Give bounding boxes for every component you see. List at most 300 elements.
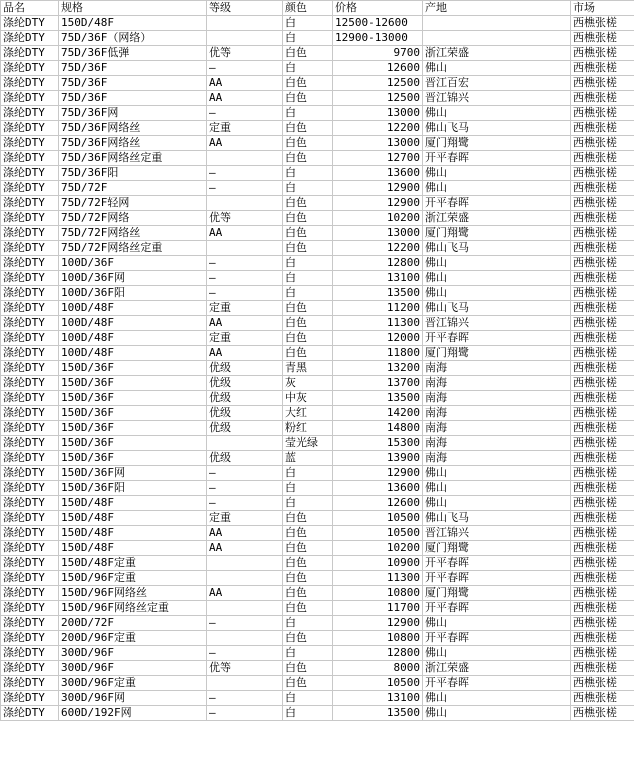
cell-grade[interactable]: — xyxy=(207,106,283,121)
cell-spec[interactable]: 75D/72F网络丝 xyxy=(59,226,207,241)
cell-origin[interactable] xyxy=(423,16,571,31)
cell-origin[interactable]: 南海 xyxy=(423,436,571,451)
cell-product[interactable]: 涤纶DTY xyxy=(1,286,59,301)
cell-color[interactable]: 白色 xyxy=(283,511,333,526)
cell-market[interactable]: 西樵张槎 xyxy=(571,331,634,346)
column-header-origin[interactable]: 产地 xyxy=(423,1,571,16)
cell-market[interactable]: 西樵张槎 xyxy=(571,166,634,181)
cell-color[interactable]: 白色 xyxy=(283,226,333,241)
cell-origin[interactable]: 晋江锦兴 xyxy=(423,91,571,106)
column-header-color[interactable]: 颜色 xyxy=(283,1,333,16)
cell-origin[interactable]: 佛山 xyxy=(423,166,571,181)
cell-color[interactable]: 白 xyxy=(283,61,333,76)
cell-product[interactable]: 涤纶DTY xyxy=(1,121,59,136)
cell-price[interactable]: 13100 xyxy=(333,691,423,706)
cell-color[interactable]: 白 xyxy=(283,466,333,481)
cell-grade[interactable]: 优级 xyxy=(207,406,283,421)
cell-price[interactable]: 12000 xyxy=(333,331,423,346)
cell-market[interactable]: 西樵张槎 xyxy=(571,76,634,91)
cell-color[interactable]: 白色 xyxy=(283,76,333,91)
cell-price[interactable]: 13500 xyxy=(333,706,423,721)
cell-grade[interactable]: AA xyxy=(207,76,283,91)
cell-grade[interactable] xyxy=(207,31,283,46)
cell-color[interactable]: 白 xyxy=(283,691,333,706)
cell-color[interactable]: 白 xyxy=(283,166,333,181)
cell-price[interactable]: 10500 xyxy=(333,526,423,541)
cell-market[interactable]: 西樵张槎 xyxy=(571,421,634,436)
cell-origin[interactable]: 佛山 xyxy=(423,691,571,706)
cell-price[interactable]: 12200 xyxy=(333,241,423,256)
cell-price[interactable]: 13000 xyxy=(333,106,423,121)
cell-product[interactable]: 涤纶DTY xyxy=(1,211,59,226)
cell-color[interactable]: 白 xyxy=(283,256,333,271)
column-header-market[interactable]: 市场 xyxy=(571,1,634,16)
cell-price[interactable]: 13600 xyxy=(333,481,423,496)
cell-spec[interactable]: 75D/36F xyxy=(59,61,207,76)
cell-product[interactable]: 涤纶DTY xyxy=(1,331,59,346)
cell-market[interactable]: 西樵张槎 xyxy=(571,556,634,571)
cell-product[interactable]: 涤纶DTY xyxy=(1,166,59,181)
cell-price[interactable]: 11800 xyxy=(333,346,423,361)
cell-market[interactable]: 西樵张槎 xyxy=(571,16,634,31)
cell-market[interactable]: 西樵张槎 xyxy=(571,481,634,496)
cell-grade[interactable]: AA xyxy=(207,136,283,151)
cell-origin[interactable]: 佛山 xyxy=(423,61,571,76)
cell-spec[interactable]: 300D/96F定重 xyxy=(59,676,207,691)
cell-spec[interactable]: 75D/36F网络丝 xyxy=(59,136,207,151)
cell-spec[interactable]: 150D/36F xyxy=(59,406,207,421)
cell-origin[interactable]: 厦门翔鹭 xyxy=(423,136,571,151)
cell-product[interactable]: 涤纶DTY xyxy=(1,421,59,436)
cell-grade[interactable]: — xyxy=(207,181,283,196)
cell-color[interactable]: 白 xyxy=(283,106,333,121)
cell-origin[interactable]: 浙江荣盛 xyxy=(423,211,571,226)
cell-spec[interactable]: 150D/36F网 xyxy=(59,466,207,481)
cell-price[interactable]: 13600 xyxy=(333,166,423,181)
cell-product[interactable]: 涤纶DTY xyxy=(1,91,59,106)
cell-spec[interactable]: 200D/72F xyxy=(59,616,207,631)
cell-origin[interactable]: 开平春晖 xyxy=(423,196,571,211)
cell-price[interactable]: 14200 xyxy=(333,406,423,421)
cell-color[interactable]: 中灰 xyxy=(283,391,333,406)
cell-grade[interactable]: AA xyxy=(207,346,283,361)
cell-origin[interactable]: 开平春晖 xyxy=(423,676,571,691)
cell-product[interactable]: 涤纶DTY xyxy=(1,226,59,241)
cell-product[interactable]: 涤纶DTY xyxy=(1,661,59,676)
cell-market[interactable]: 西樵张槎 xyxy=(571,661,634,676)
cell-market[interactable]: 西樵张槎 xyxy=(571,181,634,196)
cell-price[interactable]: 9700 xyxy=(333,46,423,61)
cell-price[interactable]: 12500 xyxy=(333,91,423,106)
cell-product[interactable]: 涤纶DTY xyxy=(1,271,59,286)
cell-grade[interactable] xyxy=(207,241,283,256)
cell-color[interactable]: 白色 xyxy=(283,121,333,136)
cell-grade[interactable] xyxy=(207,16,283,31)
cell-origin[interactable]: 厦门翔鹭 xyxy=(423,226,571,241)
cell-grade[interactable]: 定重 xyxy=(207,331,283,346)
cell-grade[interactable] xyxy=(207,601,283,616)
cell-origin[interactable]: 南海 xyxy=(423,451,571,466)
cell-grade[interactable]: AA xyxy=(207,586,283,601)
cell-origin[interactable]: 开平春晖 xyxy=(423,601,571,616)
cell-spec[interactable]: 75D/72F网络丝定重 xyxy=(59,241,207,256)
cell-color[interactable]: 大红 xyxy=(283,406,333,421)
cell-color[interactable]: 白色 xyxy=(283,301,333,316)
cell-market[interactable]: 西樵张槎 xyxy=(571,571,634,586)
cell-price[interactable]: 10500 xyxy=(333,676,423,691)
cell-origin[interactable]: 佛山 xyxy=(423,616,571,631)
cell-market[interactable]: 西樵张槎 xyxy=(571,586,634,601)
cell-origin[interactable]: 佛山 xyxy=(423,706,571,721)
cell-spec[interactable]: 100D/36F xyxy=(59,256,207,271)
cell-grade[interactable]: 优级 xyxy=(207,361,283,376)
cell-product[interactable]: 涤纶DTY xyxy=(1,31,59,46)
cell-product[interactable]: 涤纶DTY xyxy=(1,601,59,616)
cell-market[interactable]: 西樵张槎 xyxy=(571,361,634,376)
cell-spec[interactable]: 100D/36F阳 xyxy=(59,286,207,301)
cell-price[interactable]: 11300 xyxy=(333,316,423,331)
cell-market[interactable]: 西樵张槎 xyxy=(571,241,634,256)
cell-grade[interactable]: — xyxy=(207,616,283,631)
cell-product[interactable]: 涤纶DTY xyxy=(1,76,59,91)
cell-spec[interactable]: 150D/36F xyxy=(59,391,207,406)
cell-origin[interactable]: 佛山 xyxy=(423,106,571,121)
cell-market[interactable]: 西樵张槎 xyxy=(571,151,634,166)
cell-origin[interactable]: 厦门翔鹭 xyxy=(423,586,571,601)
cell-product[interactable]: 涤纶DTY xyxy=(1,181,59,196)
cell-market[interactable]: 西樵张槎 xyxy=(571,136,634,151)
cell-origin[interactable]: 浙江荣盛 xyxy=(423,661,571,676)
cell-market[interactable]: 西樵张槎 xyxy=(571,526,634,541)
cell-price[interactable]: 12900 xyxy=(333,181,423,196)
cell-product[interactable]: 涤纶DTY xyxy=(1,481,59,496)
cell-color[interactable]: 白 xyxy=(283,31,333,46)
cell-price[interactable]: 12500 xyxy=(333,76,423,91)
cell-origin[interactable]: 佛山飞马 xyxy=(423,241,571,256)
cell-grade[interactable]: 优级 xyxy=(207,421,283,436)
cell-price[interactable]: 12600 xyxy=(333,496,423,511)
cell-color[interactable]: 白色 xyxy=(283,631,333,646)
cell-grade[interactable]: 定重 xyxy=(207,121,283,136)
cell-price[interactable]: 11700 xyxy=(333,601,423,616)
cell-origin[interactable]: 佛山 xyxy=(423,256,571,271)
cell-color[interactable]: 白色 xyxy=(283,211,333,226)
cell-market[interactable]: 西樵张槎 xyxy=(571,211,634,226)
cell-spec[interactable]: 150D/96F网络丝定重 xyxy=(59,601,207,616)
cell-origin[interactable]: 浙江荣盛 xyxy=(423,46,571,61)
cell-price[interactable]: 12800 xyxy=(333,646,423,661)
cell-spec[interactable]: 600D/192F网 xyxy=(59,706,207,721)
cell-origin[interactable]: 厦门翔鹭 xyxy=(423,346,571,361)
cell-origin[interactable]: 佛山 xyxy=(423,481,571,496)
cell-product[interactable]: 涤纶DTY xyxy=(1,586,59,601)
cell-spec[interactable]: 100D/48F xyxy=(59,316,207,331)
cell-grade[interactable]: 优级 xyxy=(207,451,283,466)
cell-product[interactable]: 涤纶DTY xyxy=(1,391,59,406)
cell-color[interactable]: 白色 xyxy=(283,241,333,256)
cell-price[interactable]: 13500 xyxy=(333,391,423,406)
cell-grade[interactable]: AA xyxy=(207,526,283,541)
cell-product[interactable]: 涤纶DTY xyxy=(1,496,59,511)
cell-price[interactable]: 13500 xyxy=(333,286,423,301)
cell-spec[interactable]: 75D/72F网络 xyxy=(59,211,207,226)
cell-spec[interactable]: 200D/96F定重 xyxy=(59,631,207,646)
cell-origin[interactable]: 佛山飞马 xyxy=(423,121,571,136)
cell-spec[interactable]: 75D/36F（网络） xyxy=(59,31,207,46)
cell-color[interactable]: 白色 xyxy=(283,676,333,691)
cell-color[interactable]: 白 xyxy=(283,286,333,301)
cell-price[interactable]: 14800 xyxy=(333,421,423,436)
cell-spec[interactable]: 75D/36F低弹 xyxy=(59,46,207,61)
cell-origin[interactable]: 厦门翔鹭 xyxy=(423,541,571,556)
cell-product[interactable]: 涤纶DTY xyxy=(1,646,59,661)
cell-spec[interactable]: 150D/36F xyxy=(59,421,207,436)
cell-market[interactable]: 西樵张槎 xyxy=(571,226,634,241)
cell-market[interactable]: 西樵张槎 xyxy=(571,91,634,106)
cell-price[interactable]: 10900 xyxy=(333,556,423,571)
cell-market[interactable]: 西樵张槎 xyxy=(571,646,634,661)
cell-grade[interactable]: AA xyxy=(207,541,283,556)
cell-price[interactable]: 12900 xyxy=(333,196,423,211)
column-header-product[interactable]: 品名 xyxy=(1,1,59,16)
cell-price[interactable]: 13000 xyxy=(333,226,423,241)
cell-origin[interactable]: 佛山 xyxy=(423,496,571,511)
cell-origin[interactable]: 晋江百宏 xyxy=(423,76,571,91)
cell-spec[interactable]: 300D/96F xyxy=(59,661,207,676)
cell-origin[interactable]: 开平春晖 xyxy=(423,631,571,646)
cell-spec[interactable]: 300D/96F xyxy=(59,646,207,661)
cell-spec[interactable]: 75D/36F网络丝定重 xyxy=(59,151,207,166)
cell-product[interactable]: 涤纶DTY xyxy=(1,556,59,571)
cell-color[interactable]: 白色 xyxy=(283,556,333,571)
cell-market[interactable]: 西樵张槎 xyxy=(571,301,634,316)
cell-origin[interactable]: 南海 xyxy=(423,361,571,376)
cell-grade[interactable] xyxy=(207,571,283,586)
cell-origin[interactable]: 开平春晖 xyxy=(423,151,571,166)
cell-origin[interactable]: 晋江锦兴 xyxy=(423,316,571,331)
cell-spec[interactable]: 150D/36F xyxy=(59,451,207,466)
cell-grade[interactable]: AA xyxy=(207,91,283,106)
cell-product[interactable]: 涤纶DTY xyxy=(1,631,59,646)
cell-color[interactable]: 白 xyxy=(283,481,333,496)
cell-market[interactable]: 西樵张槎 xyxy=(571,391,634,406)
cell-price[interactable]: 8000 xyxy=(333,661,423,676)
cell-market[interactable]: 西樵张槎 xyxy=(571,316,634,331)
cell-product[interactable]: 涤纶DTY xyxy=(1,46,59,61)
cell-color[interactable]: 白色 xyxy=(283,331,333,346)
cell-grade[interactable]: AA xyxy=(207,226,283,241)
cell-price[interactable]: 12900 xyxy=(333,466,423,481)
cell-market[interactable]: 西樵张槎 xyxy=(571,511,634,526)
cell-color[interactable]: 青黑 xyxy=(283,361,333,376)
cell-origin[interactable]: 佛山 xyxy=(423,286,571,301)
cell-grade[interactable]: 优等 xyxy=(207,211,283,226)
cell-color[interactable]: 白 xyxy=(283,271,333,286)
cell-product[interactable]: 涤纶DTY xyxy=(1,526,59,541)
cell-origin[interactable]: 佛山 xyxy=(423,181,571,196)
cell-color[interactable]: 白 xyxy=(283,616,333,631)
cell-spec[interactable]: 150D/36F阳 xyxy=(59,481,207,496)
cell-price[interactable]: 13700 xyxy=(333,376,423,391)
cell-product[interactable]: 涤纶DTY xyxy=(1,301,59,316)
cell-grade[interactable]: 优级 xyxy=(207,391,283,406)
cell-market[interactable]: 西樵张槎 xyxy=(571,541,634,556)
cell-product[interactable]: 涤纶DTY xyxy=(1,316,59,331)
cell-market[interactable]: 西樵张槎 xyxy=(571,631,634,646)
cell-price[interactable]: 15300 xyxy=(333,436,423,451)
cell-market[interactable]: 西樵张槎 xyxy=(571,616,634,631)
cell-price[interactable]: 10200 xyxy=(333,211,423,226)
cell-market[interactable]: 西樵张槎 xyxy=(571,46,634,61)
cell-grade[interactable]: — xyxy=(207,481,283,496)
cell-grade[interactable]: 定重 xyxy=(207,301,283,316)
cell-market[interactable]: 西樵张槎 xyxy=(571,121,634,136)
cell-color[interactable]: 白色 xyxy=(283,601,333,616)
cell-price[interactable]: 10800 xyxy=(333,586,423,601)
cell-origin[interactable]: 佛山 xyxy=(423,466,571,481)
cell-product[interactable]: 涤纶DTY xyxy=(1,571,59,586)
cell-color[interactable]: 白色 xyxy=(283,346,333,361)
cell-color[interactable]: 白色 xyxy=(283,586,333,601)
cell-price[interactable]: 13900 xyxy=(333,451,423,466)
cell-grade[interactable]: 定重 xyxy=(207,511,283,526)
cell-price[interactable]: 11200 xyxy=(333,301,423,316)
cell-price[interactable]: 12900-13000 xyxy=(333,31,423,46)
cell-product[interactable]: 涤纶DTY xyxy=(1,691,59,706)
cell-color[interactable]: 白 xyxy=(283,181,333,196)
cell-market[interactable]: 西樵张槎 xyxy=(571,376,634,391)
cell-color[interactable]: 白色 xyxy=(283,571,333,586)
cell-grade[interactable]: — xyxy=(207,691,283,706)
cell-product[interactable]: 涤纶DTY xyxy=(1,256,59,271)
cell-spec[interactable]: 75D/36F xyxy=(59,91,207,106)
cell-market[interactable]: 西樵张槎 xyxy=(571,286,634,301)
cell-grade[interactable]: 优等 xyxy=(207,661,283,676)
cell-spec[interactable]: 150D/48F xyxy=(59,541,207,556)
cell-product[interactable]: 涤纶DTY xyxy=(1,241,59,256)
cell-price[interactable]: 12200 xyxy=(333,121,423,136)
cell-market[interactable]: 西樵张槎 xyxy=(571,196,634,211)
cell-grade[interactable] xyxy=(207,676,283,691)
cell-product[interactable]: 涤纶DTY xyxy=(1,406,59,421)
cell-origin[interactable]: 南海 xyxy=(423,376,571,391)
cell-spec[interactable]: 150D/48F xyxy=(59,511,207,526)
cell-product[interactable]: 涤纶DTY xyxy=(1,61,59,76)
cell-spec[interactable]: 150D/36F xyxy=(59,361,207,376)
cell-spec[interactable]: 100D/48F xyxy=(59,301,207,316)
cell-spec[interactable]: 75D/36F网 xyxy=(59,106,207,121)
cell-spec[interactable]: 100D/36F网 xyxy=(59,271,207,286)
cell-spec[interactable]: 75D/72F xyxy=(59,181,207,196)
cell-color[interactable]: 蓝 xyxy=(283,451,333,466)
cell-product[interactable]: 涤纶DTY xyxy=(1,346,59,361)
cell-grade[interactable] xyxy=(207,556,283,571)
cell-origin[interactable]: 南海 xyxy=(423,391,571,406)
cell-spec[interactable]: 100D/48F xyxy=(59,346,207,361)
cell-origin[interactable]: 南海 xyxy=(423,421,571,436)
cell-color[interactable]: 白色 xyxy=(283,316,333,331)
cell-color[interactable]: 白 xyxy=(283,496,333,511)
cell-market[interactable]: 西樵张槎 xyxy=(571,706,634,721)
cell-market[interactable]: 西樵张槎 xyxy=(571,676,634,691)
cell-color[interactable]: 白色 xyxy=(283,91,333,106)
cell-origin[interactable] xyxy=(423,31,571,46)
cell-spec[interactable]: 150D/48F xyxy=(59,496,207,511)
cell-spec[interactable]: 75D/36F xyxy=(59,76,207,91)
cell-price[interactable]: 10800 xyxy=(333,631,423,646)
cell-product[interactable]: 涤纶DTY xyxy=(1,136,59,151)
cell-price[interactable]: 13000 xyxy=(333,136,423,151)
cell-origin[interactable]: 佛山飞马 xyxy=(423,301,571,316)
cell-market[interactable]: 西樵张槎 xyxy=(571,436,634,451)
cell-market[interactable]: 西樵张槎 xyxy=(571,466,634,481)
cell-origin[interactable]: 晋江锦兴 xyxy=(423,526,571,541)
cell-product[interactable]: 涤纶DTY xyxy=(1,541,59,556)
column-header-price[interactable]: 价格 xyxy=(333,1,423,16)
cell-market[interactable]: 西樵张槎 xyxy=(571,346,634,361)
cell-market[interactable]: 西樵张槎 xyxy=(571,451,634,466)
cell-market[interactable]: 西樵张槎 xyxy=(571,406,634,421)
cell-price[interactable]: 12600 xyxy=(333,61,423,76)
cell-grade[interactable]: — xyxy=(207,496,283,511)
column-header-grade[interactable]: 等级 xyxy=(207,1,283,16)
cell-market[interactable]: 西樵张槎 xyxy=(571,61,634,76)
cell-product[interactable]: 涤纶DTY xyxy=(1,376,59,391)
cell-color[interactable]: 白 xyxy=(283,706,333,721)
cell-spec[interactable]: 75D/72F轻网 xyxy=(59,196,207,211)
cell-price[interactable]: 13100 xyxy=(333,271,423,286)
cell-spec[interactable]: 150D/96F定重 xyxy=(59,571,207,586)
cell-grade[interactable]: — xyxy=(207,256,283,271)
cell-grade[interactable]: 优级 xyxy=(207,376,283,391)
cell-color[interactable]: 白色 xyxy=(283,526,333,541)
cell-spec[interactable]: 150D/36F xyxy=(59,376,207,391)
cell-product[interactable]: 涤纶DTY xyxy=(1,616,59,631)
cell-color[interactable]: 白 xyxy=(283,16,333,31)
cell-grade[interactable]: 优等 xyxy=(207,46,283,61)
cell-price[interactable]: 10200 xyxy=(333,541,423,556)
cell-price[interactable]: 12800 xyxy=(333,256,423,271)
cell-color[interactable]: 白色 xyxy=(283,46,333,61)
cell-spec[interactable]: 300D/96F网 xyxy=(59,691,207,706)
cell-grade[interactable] xyxy=(207,436,283,451)
cell-color[interactable]: 白色 xyxy=(283,151,333,166)
cell-price[interactable]: 11300 xyxy=(333,571,423,586)
cell-spec[interactable]: 150D/36F xyxy=(59,436,207,451)
cell-market[interactable]: 西樵张槎 xyxy=(571,601,634,616)
cell-origin[interactable]: 开平春晖 xyxy=(423,571,571,586)
cell-market[interactable]: 西樵张槎 xyxy=(571,691,634,706)
cell-grade[interactable]: AA xyxy=(207,316,283,331)
cell-grade[interactable]: — xyxy=(207,466,283,481)
cell-product[interactable]: 涤纶DTY xyxy=(1,106,59,121)
cell-spec[interactable]: 75D/36F阳 xyxy=(59,166,207,181)
cell-origin[interactable]: 佛山飞马 xyxy=(423,511,571,526)
cell-spec[interactable]: 100D/48F xyxy=(59,331,207,346)
cell-origin[interactable]: 南海 xyxy=(423,406,571,421)
cell-origin[interactable]: 开平春晖 xyxy=(423,556,571,571)
column-header-spec[interactable]: 规格 xyxy=(59,1,207,16)
cell-product[interactable]: 涤纶DTY xyxy=(1,436,59,451)
cell-product[interactable]: 涤纶DTY xyxy=(1,196,59,211)
cell-price[interactable]: 12500-12600 xyxy=(333,16,423,31)
cell-product[interactable]: 涤纶DTY xyxy=(1,511,59,526)
cell-spec[interactable]: 75D/36F网络丝 xyxy=(59,121,207,136)
cell-grade[interactable]: — xyxy=(207,286,283,301)
cell-grade[interactable]: — xyxy=(207,706,283,721)
cell-spec[interactable]: 150D/96F网络丝 xyxy=(59,586,207,601)
cell-origin[interactable]: 佛山 xyxy=(423,646,571,661)
